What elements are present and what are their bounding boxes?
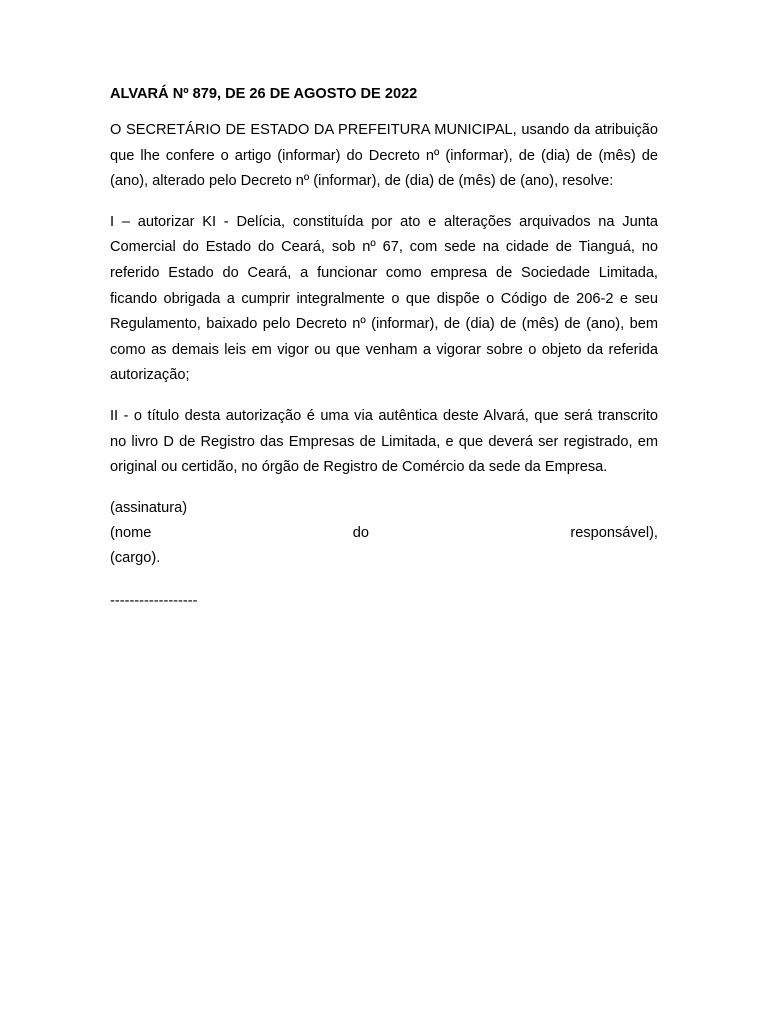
document-body [110,84,658,611]
item-two-paragraph: II - o título desta autorização é uma via autêntica deste Alvará, que será transcrito no livro D de Registro das Empresas de Limitada, e que deverá ser registrado, em original ou certidão, no órgão de Registro de Comércio da sede da Empresa. [110,407,658,476]
item-one-paragraph: I – autorizar KI - Delícia, constituída por ato e alterações arquivados na Junta Comercial do Estado do Ceará, sob nº 67, com sede na cidade de Tianguá, no referido Estado do Ceará, a funcionar como empresa de Sociedade Limitada, ficando obrigada a cumprir integralmente o que dispõe o Código de 206-2 e seu Regulamento, baixado pelo Decreto nº (informar), de (dia) de (mês) de (ano), bem como as demais leis em vigor ou que venham a vigorar sobre o objeto da referida autorização; [110,213,658,384]
document-title: ALVARÁ Nº 879, DE 26 DE AGOSTO DE 2022 [110,86,418,102]
separator-line: ------------------ [110,592,198,609]
signature-line: (assinatura) [110,499,188,516]
preamble-paragraph: O SECRETÁRIO DE ESTADO DA PREFEITURA MUNICIPAL, usando da atribuição que lhe confere o artigo (informar) do Decreto nº (informar), de (dia) de (mês) de (ano), alterado pelo Decreto nº (informar), de (dia) de (mês) de (ano), resolve: [110,122,658,190]
signature-name-line: (nome do responsável), [110,524,658,541]
signature-block [110,496,658,571]
signature-role-line: (cargo). [110,549,161,566]
